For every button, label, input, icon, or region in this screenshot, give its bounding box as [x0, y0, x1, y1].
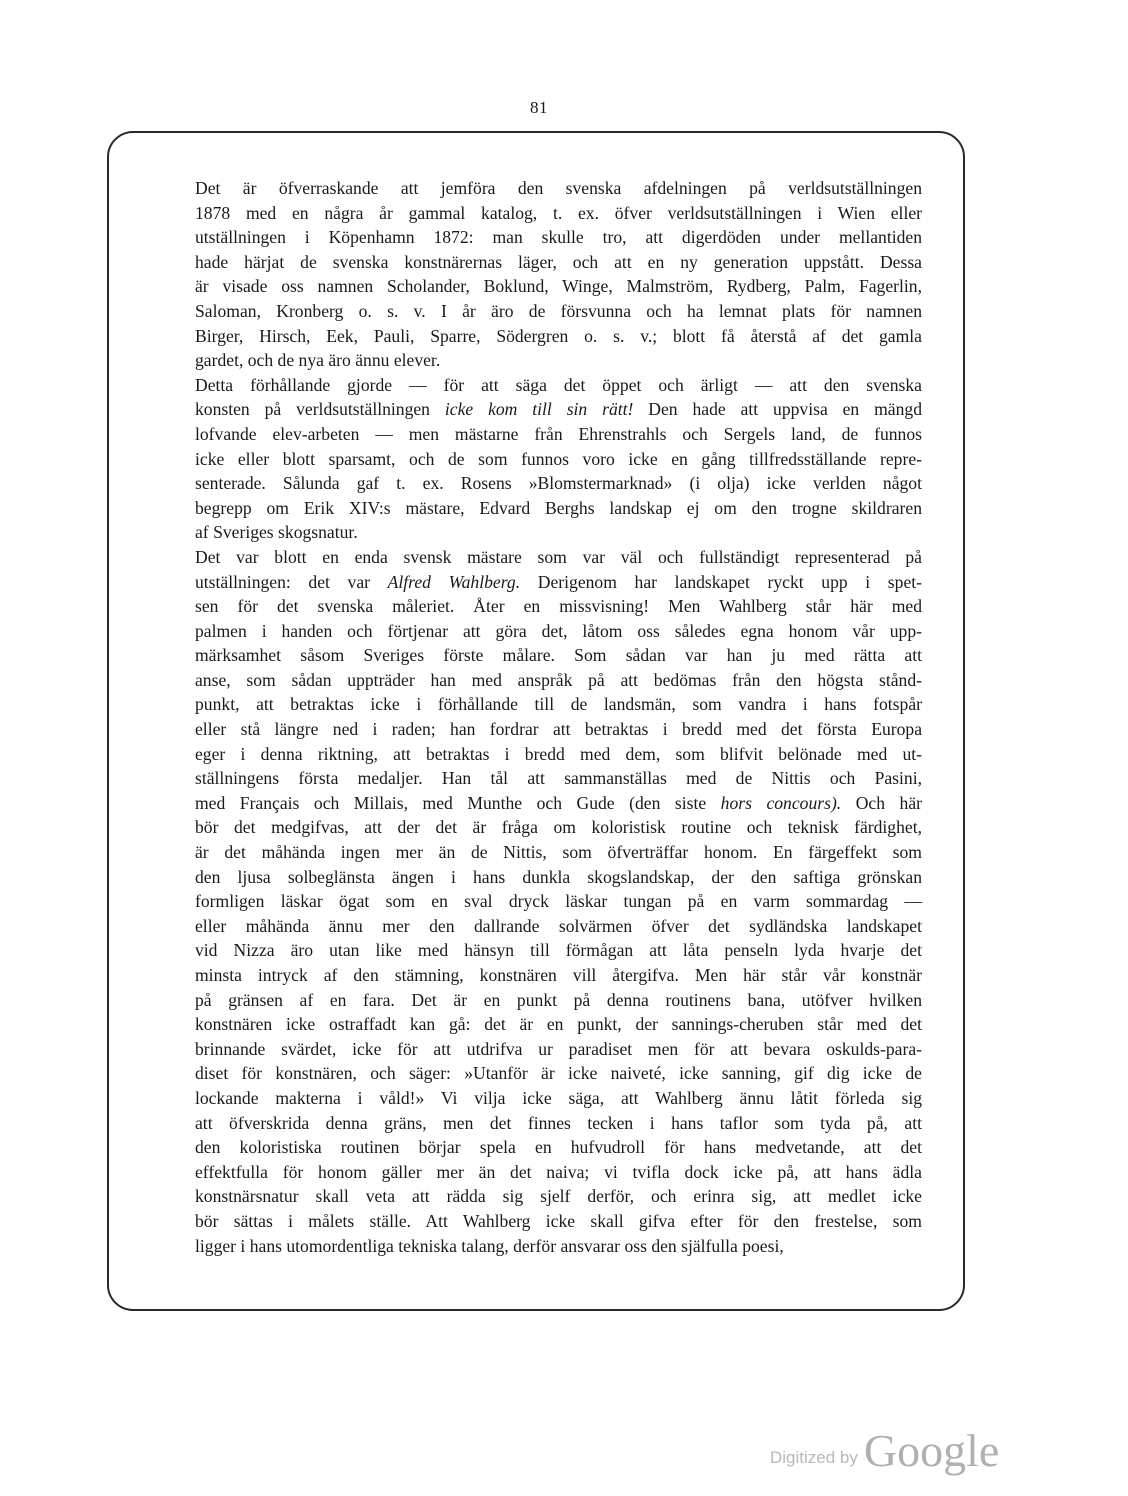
text-line: vid Nizza äro utan like med hänsyn till förmågan att låta penseln lyda hvarje det: [195, 940, 922, 961]
text-line: ställningens första medaljer. Han tål att sammanställas med de Nittis och Pasini,: [195, 768, 922, 789]
text-line: begrepp om Erik XIV:s mästare, Edvard Berghs landskap ej om den trogne skildraren: [195, 497, 922, 518]
text-line: brinnande svärdet, icke för att utdrifva ur paradiset men för att bevara oskulds-para-: [195, 1038, 922, 1059]
text-line: hade härjat de svenska konstnärernas läger, och att en ny generation uppstått. Dessa: [195, 251, 922, 272]
text-line: Saloman, Kronberg o. s. v. I år äro de försvunna och ha lemnat plats för namnen: [195, 300, 922, 321]
text-line: eller stå längre ned i raden; han fordrar att betraktas i bredd med det första Europa: [195, 719, 922, 740]
text-line: punkt, att betraktas icke i förhållande till de landsmän, som vandra i hans fotspår: [195, 694, 922, 715]
text-line: eger i denna riktning, att betraktas i bredd med dem, som blifvit belönade med ut-: [195, 743, 922, 764]
text-line: märksamhet såsom Sveriges förste målare. Som sådan var han ju med rätta att: [195, 645, 922, 666]
text-line: lockande makterna i våld!» Vi vilja icke säga, att Wahlberg ännu låtit förleda sig: [195, 1087, 922, 1108]
text-line: bör sättas i målets ställe. Att Wahlberg icke skall gifva efter för den frestelse, som: [195, 1210, 922, 1231]
italic-text: icke kom till sin rätt!: [444, 399, 634, 420]
text-line: bör det medgifvas, att der det är fråga om koloristisk routine och teknisk färdighet,: [195, 817, 922, 838]
text-line: minsta intryck af den stämning, konstnären vill återgifva. Men här står vår konstnär: [195, 965, 922, 985]
text-line: icke eller blott sparsamt, och de som funnos voro icke en gång tillfredsställande repre-: [195, 448, 922, 469]
text-line: gardet, och de nya äro ännu elever.: [195, 350, 441, 371]
text-line: Birger, Hirsch, Eek, Pauli, Sparre, Södergren o. s. v.; blott få återstå af det gamla: [195, 325, 922, 346]
paragraph: [150, 176, 922, 373]
text-line: sen för det svenska måleriet. Åter en missvisning! Men Wahlberg står här med: [195, 596, 922, 617]
text-line: palmen i handen och förtjenar att göra det, låtom oss således egna honom vår upp-: [195, 620, 922, 641]
text-line: lofvande elev-arbeten — men mästarne från Ehrenstrahls och Sergels land, de funnos: [195, 423, 922, 444]
text-line: är visade oss namnen Scholander, Boklund, Winge, Malmström, Rydberg, Palm, Fagerlin,: [195, 276, 922, 297]
page-number: 81: [530, 98, 548, 117]
watermark-digitized: Digitized by: [770, 1448, 858, 1467]
text-line: senterade. Sålunda gaf t. ex. Rosens »Blomstermarknad» (i olja) icke verlden något: [195, 473, 922, 494]
text-line: är det måhända ingen mer än de Nittis, som öfverträffar honom. En färgeffekt som: [195, 842, 922, 863]
body-text: [150, 176, 922, 1258]
text-line: på gränsen af en fara. Det är en punkt på denna routinens bana, utöfver hvilken: [195, 989, 922, 1010]
italic-text: hors concours).: [720, 792, 842, 813]
text-line: utställningen: det var Alfred Wahlberg. Derigenom har landskapet ryckt upp i spet-: [195, 571, 923, 592]
watermark: [770, 1425, 1000, 1476]
text-line: ligger i hans utomordentliga tekniska talang, derför ansvarar oss den själfulla poesi,: [195, 1235, 784, 1256]
text-line: konsten på verldsutställningen icke kom till sin rätt! Den hade att uppvisa en mängd: [195, 399, 922, 420]
text-line: Det var blott en enda svensk mästare som var väl och fullständigt representerad på: [195, 546, 922, 567]
text-line: konstnärsnatur skall veta att rädda sig sjelf derför, och erinra sig, att medlet icke: [195, 1186, 922, 1207]
italic-text: Alfred Wahlberg.: [387, 571, 521, 592]
text-line: utställningen i Köpenhamn 1872: man skulle tro, att digerdöden under mellantiden: [195, 227, 922, 248]
text-line: diset för konstnären, och säger: »Utanför är icke naiveté, icke sanning, gif dig icke de: [195, 1063, 922, 1084]
text-line: af Sveriges skogsnatur.: [195, 522, 358, 543]
text-line: konstnären icke ostraffadt kan gå: det är en punkt, der sannings-cheruben står med det: [195, 1014, 922, 1035]
text-line: att öfverskrida denna gräns, men det finnes tecken i hans taflor som tyda på, att: [195, 1112, 922, 1133]
text-line: den koloristiska routinen börjar spela en hufvudroll för hans medvetande, att det: [195, 1137, 922, 1158]
watermark-google-logo: Google: [863, 1425, 1000, 1476]
text-line: den ljusa solbeglänsta ängen i hans dunkla skogslandskap, der den saftiga grönskan: [195, 866, 922, 887]
text-line: effektfulla för honom gäller mer än det naiva; vi tvifla dock icke på, att hans ädla: [195, 1161, 922, 1182]
text-line: med Français och Millais, med Munthe och Gude (den siste hors concours). Och här: [195, 792, 922, 813]
text-line: formligen läskar ögat som en sval dryck läskar tungan på en varm sommardag —: [195, 891, 922, 912]
text-line: Det är öfverraskande att jemföra den svenska afdelningen på verldsutställningen: [195, 178, 922, 198]
text-line: eller måhända ännu mer den dallrande solvärmen öfver det sydländska landskapet: [195, 915, 922, 936]
text-line: anse, som sådan uppträder han med anspråk på att bedömas från den högsta stånd-: [195, 669, 922, 690]
paragraph: [150, 545, 922, 1258]
text-line: 1878 med en några år gammal katalog, t. ex. öfver verldsutställningen i Wien eller: [195, 202, 922, 223]
paragraph: [150, 373, 922, 545]
text-line: Detta förhållande gjorde — för att säga det öppet och ärligt — att den svenska: [195, 374, 922, 395]
